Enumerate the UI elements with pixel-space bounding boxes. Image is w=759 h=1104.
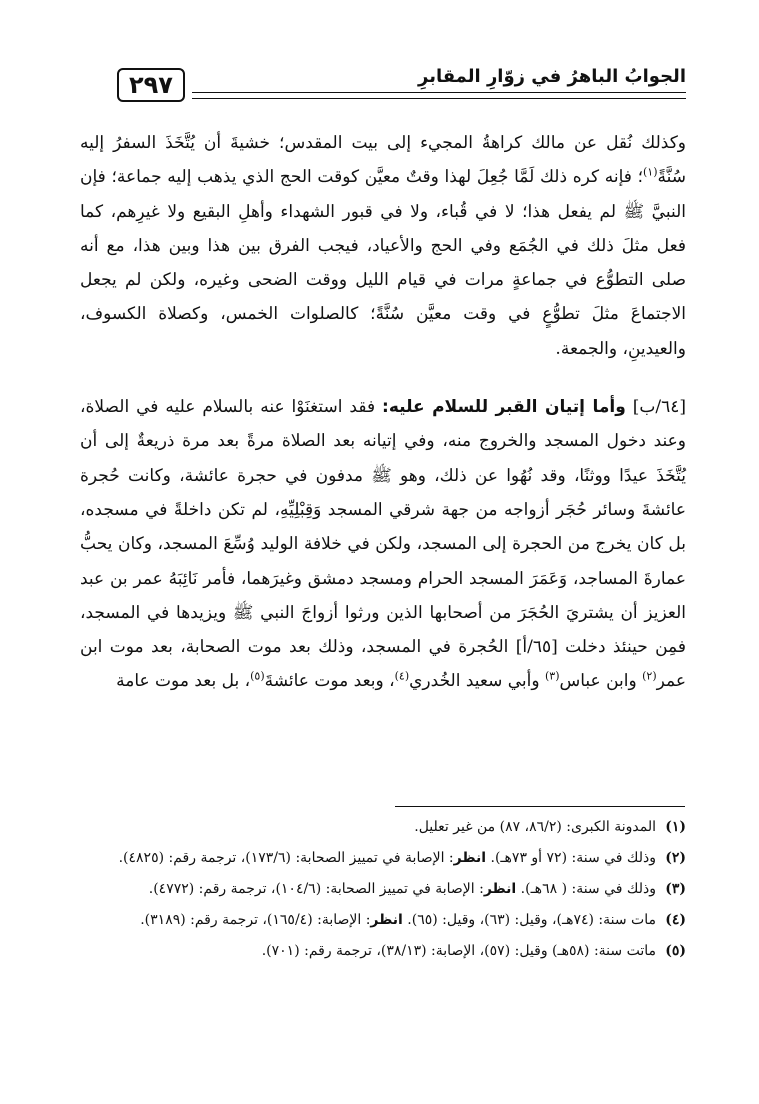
footnote-text: المدونة الكبرى: (٨٦/٢، ٨٧) من غير تعليل. xyxy=(414,819,656,835)
text-run: : الإصابة: (١٦٥/٤)، ترجمة رقم: (٣١٨٩). xyxy=(140,912,371,928)
footnote-keyword: انظر xyxy=(453,850,487,866)
text-run: وأبي سعيد الخُدري xyxy=(409,671,545,692)
text-run: وذلك في سنة: ( ٦٨هـ). xyxy=(516,881,656,897)
footnote-ref: (١) xyxy=(642,165,658,179)
footnote-ref: (٣) xyxy=(544,669,560,683)
text-run: مات سنة: (٧٤هـ)، وقيل: (٦٣)، وقيل: (٦٥). xyxy=(402,912,656,928)
text-run: : الإصابة في تمييز الصحابة: (١٠٤/٦)، ترجمة رقم: (٤٧٧٢). xyxy=(148,881,484,897)
header-rule xyxy=(192,98,686,99)
footnote-text: ماتت سنة: (٥٨هـ) وقيل: (٥٧)، الإصابة: (٣٨/١٣)، ترجمة رقم: (٧٠١). xyxy=(261,943,656,959)
paragraph xyxy=(80,126,686,366)
footnote xyxy=(80,908,686,932)
text-run: ، وبعد موت عائشةَ xyxy=(264,671,395,692)
footnote-ref: (٤) xyxy=(394,669,410,683)
footnote-number: (٢) xyxy=(665,850,686,866)
footnote-separator xyxy=(395,806,685,807)
main-text xyxy=(80,126,686,699)
footnote-text xyxy=(80,846,656,870)
footnote xyxy=(80,877,686,901)
page-number: ٢٩٧ xyxy=(117,68,185,102)
footnotes xyxy=(80,815,686,970)
book-title: الجوابُ الباهرُ في زوّارِ المقابرِ xyxy=(418,66,686,87)
footnote-keyword: انظر xyxy=(370,912,403,928)
footnote xyxy=(80,939,686,963)
footnote xyxy=(80,846,686,870)
footnote-number: (١) xyxy=(665,819,686,835)
footnote-number: (٥) xyxy=(665,943,686,959)
text-run: وكذلك نُقل عن مالك كراهةُ المجيء إلى بيت المقدس؛ خشيةَ أن يُتَّخَذَ السفرُ إليه سُنَّةً xyxy=(80,133,686,188)
paragraph xyxy=(80,390,686,699)
text-run: وذلك في سنة: (٧٢ أو ٧٣هـ). xyxy=(486,850,656,866)
footnote xyxy=(80,815,686,839)
header-rule xyxy=(192,92,686,93)
text-run: ؛ فإنه كره ذلك لَمَّا جُعِلَ لهذا وقتٌ معيَّن كوقت الحج الذي يذهب إليه جماعة؛ فإن النبيَّ ﷺ لم يفعل هذا؛ لا في قُباء، ولا في قبور الشهداء وأهلِ البقيع ولا غيرِهم، كما فعل مثلَ ذلك في الجُمَع وفي الحج والأعياد، فيجب الفرق بين هذا وبين هذا، مع أنه صلى التطوُّع في جماعةٍ مرات في قيام الليل ووقت الضحى وغيره، ولكن لم يجعل الاجتماعَ مثلَ تطوُّعٍ في وقت معيَّن سُنَّةً؛ كالصلوات الخمس، وكصلاة الكسوف، والعيدينِ، والجمعة. xyxy=(80,167,686,359)
footnote-ref: (٢) xyxy=(642,669,657,683)
text-run: ، بل بعد موت عامة xyxy=(116,671,251,692)
footnote-text xyxy=(80,877,656,901)
folio-marker: [٦٤/ب] xyxy=(632,397,687,418)
paragraph-heading: وأما إتيان القبر للسلام عليه: xyxy=(382,397,626,418)
footnote-text xyxy=(80,908,656,932)
text-run: وابن عباس xyxy=(559,671,643,692)
text-run: : الإصابة في تمييز الصحابة: (١٧٣/٦)، ترجمة رقم: (٤٨٢٥). xyxy=(118,850,454,866)
footnote-number: (٣) xyxy=(665,881,686,897)
footnote-number: (٤) xyxy=(665,912,686,928)
footnote-ref: (٥) xyxy=(250,669,265,683)
text-run: فقد استغنَوْا عنه بالسلام عليه في الصلاة، وعند دخول المسجد والخروج منه، وفي إتيانه بعد الصلاة مرةً بعد مرة ذريعةٌ إلى أن يُتَّخَذَ عيدًا ووثنًا، وقد نُهُوا عن ذلك، وهو ﷺ مدفون في حجرة عائشة، وكانت حُجرة عائشةَ وسائر حُجَر أزواجه من جهة شرقي المسجد وَقِبْلِيِّهِ، لم تكن داخلةً في مسجده، بل كان يخرج من الحجرة إلى المسجد، ولكن في خلافة الوليد وُسِّعَ المسجد، وكان يحبُّ عمارةَ المساجد، وَعَمَرَ المسجد الحرام ومسجد دمشق وغيرَهما، فأمر نَائِبَهُ عمر بن عبد العزيز أن يشتريَ الحُجَرَ من أصحابها الذين ورثوا أزواجَ النبي ﷺ ويزيدها في المسجد، فمِن حينئذ دخلت [٦٥/أ] الحُجرة في المسجد، وذلك بعد موت الصحابة، بعد موت ابن عمر xyxy=(80,397,686,692)
footnote-keyword: انظر xyxy=(483,881,517,897)
page-header xyxy=(92,62,686,112)
